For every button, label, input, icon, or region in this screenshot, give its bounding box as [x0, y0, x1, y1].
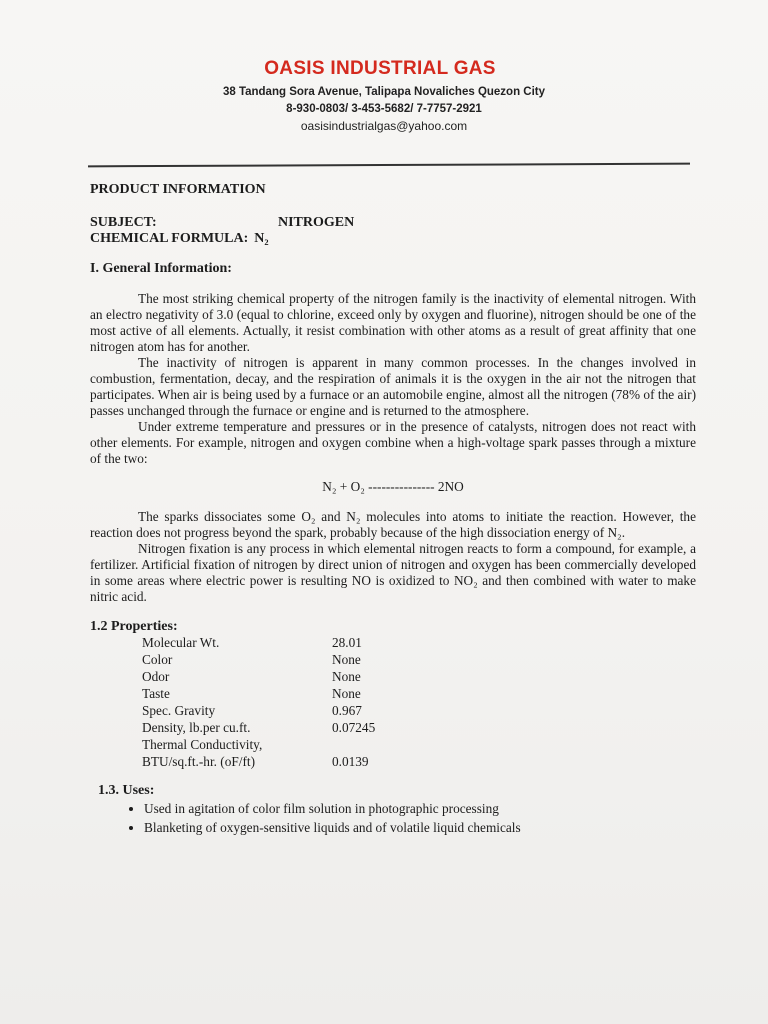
property-name: Density, lb.per cu.ft. [142, 720, 251, 735]
property-value: 0.0139 [332, 754, 369, 769]
formula-label: CHEMICAL FORMULA: [90, 231, 249, 246]
section-general-heading: I. General Information: [90, 261, 232, 276]
subject-label: SUBJECT: [90, 215, 157, 230]
property-name: Molecular Wt. [142, 635, 220, 650]
property-row [90, 720, 696, 737]
properties-section [90, 619, 696, 771]
document-title: PRODUCT INFORMATION [90, 182, 266, 197]
paragraph-3: Under extreme temperature and pressures or in the presence of catalysts, nitrogen does not react with other elements. For example, nitrogen and oxygen combine when a high-voltage spark passes through a mixture of the two: [90, 419, 696, 466]
property-name: BTU/sq.ft.-hr. (oF/ft) [142, 754, 256, 769]
properties-heading: 1.2 Properties: [90, 619, 178, 634]
property-row [90, 652, 696, 669]
property-name: Odor [142, 669, 170, 684]
paragraph-5: Nitrogen fixation is any process in which elemental nitrogen reacts to form a compound, for example, a fertilizer. Artificial fixation of nitrogen by direct union of nitrogen and oxygen has been commercially developed in some areas where electric power is resulting NO is oxidized to NO₂ and then combined with water to make nitric acid. [90, 541, 696, 604]
letterhead-divider [88, 163, 690, 168]
property-value: None [332, 686, 361, 701]
uses-list [90, 801, 696, 836]
paragraph-2: The inactivity of nitrogen is apparent in many common processes. In the changes involved in combustion, fermentation, decay, and the respiration of animals it is the oxygen in the air not the nitrogen that participates. When air is being used by a furnace or an automobile engine, almost all the nitrogen (78% of the air) passes unchanged through the furnace or engine and is returned to the atmosphere. [90, 355, 696, 418]
paragraph-1: The most striking chemical property of the nitrogen family is the inactivity of elemental nitrogen. With an electro negativity of 3.0 (equal to chlorine, exceed only by oxygen and fluorine), nitrogen should be one of the most active of all elements. Actually, it resist combination with other atoms as a result of great affinity that one nitrogen atom has for another. [90, 291, 696, 354]
list-item: • Used in agitation of color film solution in photographic processing [144, 801, 696, 817]
company-address: 38 Tandang Sora Avenue, Talipapa Novaliches Quezon City [222, 86, 546, 98]
company-name: OASIS INDUSTRIAL GAS [264, 58, 496, 79]
property-value: 0.967 [332, 703, 362, 718]
list-item: • Blanketing of oxygen-sensitive liquids and of volatile liquid chemicals [144, 820, 696, 836]
property-value: 28.01 [332, 635, 362, 650]
property-row [90, 686, 696, 703]
property-row [90, 737, 696, 754]
paragraph-4: The sparks dissociates some O₂ and N₂ molecules into atoms to initiate the reaction. However, the reaction does not progress beyond the spark, probably because of the high dissociation energy of N₂. [90, 509, 696, 540]
formula-row [90, 231, 696, 247]
property-name: Color [142, 652, 173, 667]
property-value: None [332, 669, 361, 684]
property-name: Taste [142, 686, 170, 701]
property-row [90, 754, 696, 771]
uses-heading: 1.3. Uses: [98, 783, 155, 798]
company-email: oasisindustrialgas@yahoo.com [300, 119, 468, 133]
subject-row [90, 215, 696, 231]
property-value: None [332, 652, 361, 667]
subject-value: NITROGEN [278, 215, 355, 230]
properties-table [90, 635, 696, 771]
property-row [90, 669, 696, 686]
company-phones: 8-930-0803/ 3-453-5682/ 7-7757-2921 [286, 103, 482, 115]
document-body [90, 182, 696, 839]
property-row [90, 703, 696, 720]
property-value: 0.07245 [332, 720, 376, 735]
property-row [90, 635, 696, 652]
formula-value: N₂ [254, 231, 269, 246]
reaction-equation: N₂ + O₂ --------------- 2NO [322, 479, 464, 494]
property-name: Thermal Conductivity, [142, 737, 263, 752]
property-name: Spec. Gravity [142, 703, 216, 718]
letterhead [0, 58, 768, 135]
